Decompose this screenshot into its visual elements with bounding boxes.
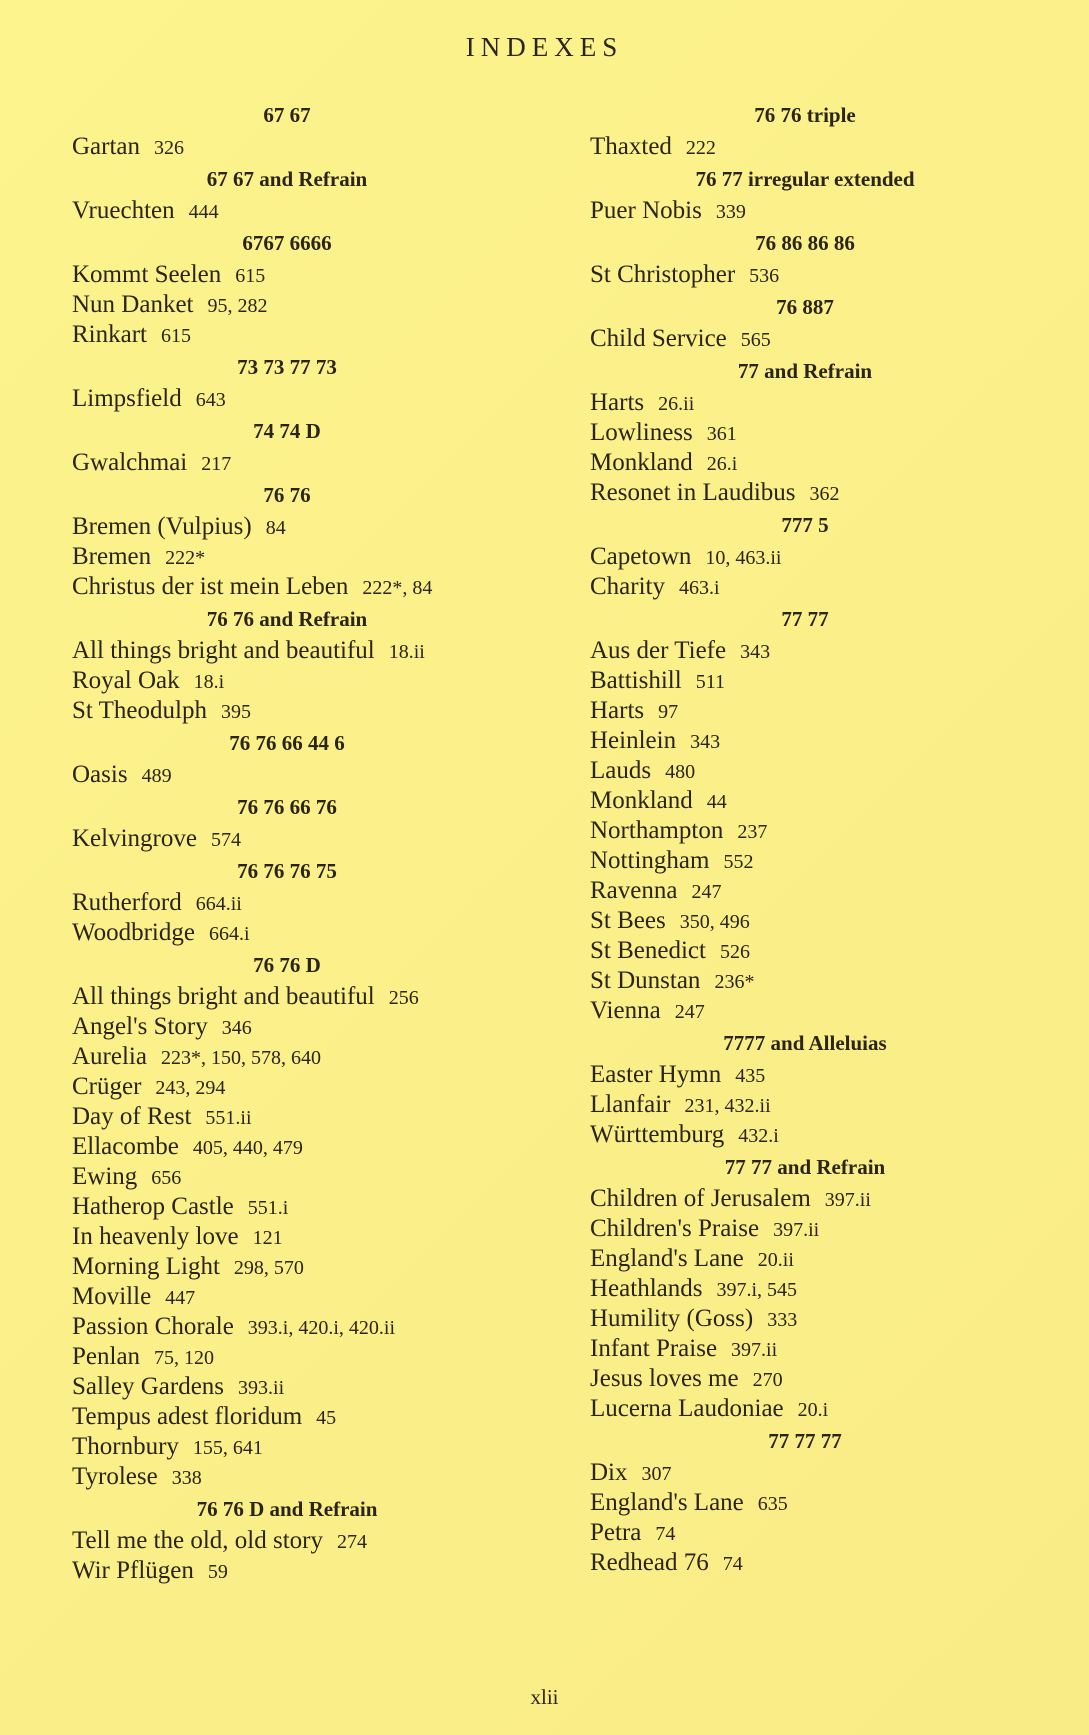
tune-name: St Bees bbox=[590, 907, 666, 934]
hymn-numbers: 307 bbox=[641, 1463, 672, 1485]
hymn-numbers: 664.i bbox=[208, 923, 250, 945]
hymn-numbers: 664.ii bbox=[195, 893, 242, 915]
hymn-numbers: 656 bbox=[151, 1167, 182, 1189]
hymn-numbers: 395 bbox=[220, 701, 251, 723]
index-entry bbox=[590, 876, 1060, 906]
index-entry bbox=[590, 1458, 1060, 1488]
index-entry bbox=[590, 816, 1060, 846]
tune-name: Humility (Goss) bbox=[590, 1305, 754, 1332]
meter-heading: 76 76 76 75 bbox=[237, 859, 337, 883]
hymn-numbers: 247 bbox=[691, 881, 722, 903]
tune-name: St Dunstan bbox=[590, 967, 701, 994]
index-entry bbox=[590, 542, 1060, 572]
index-entry bbox=[590, 636, 1060, 666]
meter-heading: 74 74 D bbox=[253, 419, 321, 443]
meter-heading: 73 73 77 73 bbox=[237, 355, 337, 379]
tune-name: Child Service bbox=[590, 325, 727, 352]
index-entry bbox=[72, 888, 542, 918]
index-entry bbox=[72, 824, 542, 854]
tune-name: Harts bbox=[590, 697, 645, 724]
index-entry bbox=[72, 320, 542, 350]
index-entry bbox=[590, 726, 1060, 756]
tune-name: Hatherop Castle bbox=[72, 1193, 234, 1220]
hymn-numbers: 222 bbox=[685, 137, 716, 159]
hymn-numbers: 343 bbox=[690, 731, 721, 753]
index-entry bbox=[590, 1244, 1060, 1274]
tune-name: Rinkart bbox=[72, 321, 147, 348]
tune-name: Vruechten bbox=[72, 197, 175, 224]
hymn-numbers: 45 bbox=[316, 1407, 337, 1429]
hymn-numbers: 247 bbox=[674, 1001, 705, 1023]
meter-heading: 77 77 77 bbox=[768, 1429, 842, 1453]
index-entry bbox=[590, 756, 1060, 786]
index-entry bbox=[590, 966, 1060, 996]
tune-name: Dix bbox=[590, 1459, 628, 1486]
tune-name: Angel's Story bbox=[72, 1013, 208, 1040]
meter-heading: 7777 and Alleluias bbox=[723, 1031, 887, 1055]
hymn-numbers: 435 bbox=[735, 1065, 766, 1087]
hymn-numbers: 155, 641 bbox=[192, 1437, 263, 1459]
tune-name: Gwalchmai bbox=[72, 449, 188, 476]
index-entry bbox=[72, 132, 542, 162]
hymn-numbers: 74 bbox=[655, 1523, 676, 1545]
index-entry bbox=[72, 982, 542, 1012]
tune-name: Vienna bbox=[590, 997, 661, 1024]
hymn-numbers: 231, 432.ii bbox=[684, 1095, 771, 1117]
index-entry bbox=[590, 996, 1060, 1026]
hymn-numbers: 223*, 150, 578, 640 bbox=[160, 1047, 321, 1069]
index-entry bbox=[72, 1402, 542, 1432]
meter-heading: 777 5 bbox=[781, 513, 829, 537]
hymn-numbers: 20.i bbox=[797, 1399, 829, 1421]
hymn-numbers: 397.ii bbox=[824, 1189, 871, 1211]
tune-name: Nun Danket bbox=[72, 291, 194, 318]
tune-name: Wir Pflügen bbox=[72, 1557, 194, 1584]
tune-name: Battishill bbox=[590, 667, 682, 694]
tune-name: Tempus adest floridum bbox=[72, 1403, 303, 1430]
index-entry bbox=[590, 1488, 1060, 1518]
tune-name: Monkland bbox=[590, 449, 693, 476]
hymn-numbers: 338 bbox=[171, 1467, 202, 1489]
index-entry bbox=[72, 290, 542, 320]
tune-name: Woodbridge bbox=[72, 919, 195, 946]
meter-heading: 76 76 D bbox=[253, 953, 321, 977]
hymn-numbers: 362 bbox=[809, 483, 840, 505]
meter-heading: 76 76 66 44 6 bbox=[229, 731, 345, 755]
hymn-numbers: 397.i, 545 bbox=[716, 1279, 798, 1301]
hymn-numbers: 74 bbox=[722, 1553, 743, 1575]
index-entry bbox=[590, 906, 1060, 936]
meter-heading: 67 67 bbox=[263, 103, 311, 127]
hymn-numbers: 565 bbox=[740, 329, 771, 351]
tune-name: England's Lane bbox=[590, 1245, 744, 1272]
index-entry bbox=[72, 1132, 542, 1162]
index-entry bbox=[72, 1556, 542, 1586]
tune-name: Aurelia bbox=[72, 1043, 147, 1070]
hymn-numbers: 489 bbox=[141, 765, 172, 787]
index-entry bbox=[72, 918, 542, 948]
index-entry bbox=[590, 132, 1060, 162]
index-entry bbox=[72, 1432, 542, 1462]
index-entry bbox=[72, 1102, 542, 1132]
meter-heading: 76 77 irregular extended bbox=[695, 167, 915, 191]
index-entry bbox=[72, 1312, 542, 1342]
index-entry bbox=[590, 196, 1060, 226]
hymn-numbers: 346 bbox=[221, 1017, 252, 1039]
hymn-numbers: 526 bbox=[719, 941, 750, 963]
hymn-numbers: 20.ii bbox=[757, 1249, 794, 1271]
tune-name: Easter Hymn bbox=[590, 1061, 722, 1088]
index-entry bbox=[72, 1012, 542, 1042]
index-entry bbox=[590, 1304, 1060, 1334]
tune-name: Oasis bbox=[72, 761, 128, 788]
hymn-numbers: 44 bbox=[706, 791, 727, 813]
index-entry bbox=[590, 936, 1060, 966]
hymn-numbers: 463.i bbox=[679, 577, 720, 599]
meter-heading: 76 76 triple bbox=[754, 103, 856, 127]
index-entry bbox=[72, 636, 542, 666]
index-entry bbox=[590, 572, 1060, 602]
index-entry bbox=[72, 384, 542, 414]
hymn-numbers: 393.i, 420.i, 420.ii bbox=[247, 1317, 396, 1339]
tune-name: Puer Nobis bbox=[590, 197, 702, 224]
hymn-numbers: 326 bbox=[154, 137, 185, 159]
tune-name: St Christopher bbox=[590, 261, 736, 288]
tune-name: Lauds bbox=[590, 757, 652, 784]
tune-name: Llanfair bbox=[590, 1091, 671, 1118]
hymn-numbers: 243, 294 bbox=[155, 1077, 226, 1099]
index-entry bbox=[72, 666, 542, 696]
meter-heading: 77 and Refrain bbox=[737, 359, 873, 383]
hymn-numbers: 75, 120 bbox=[154, 1347, 215, 1369]
hymn-numbers: 298, 570 bbox=[233, 1257, 304, 1279]
tune-name: Thornbury bbox=[72, 1433, 179, 1460]
index-entry bbox=[72, 696, 542, 726]
hymn-numbers: 615 bbox=[161, 325, 191, 347]
tune-name: Rutherford bbox=[72, 889, 182, 916]
tune-name: Nottingham bbox=[590, 847, 710, 874]
index-entry bbox=[72, 1222, 542, 1252]
hymn-numbers: 432.i bbox=[738, 1125, 779, 1147]
index-entry bbox=[590, 388, 1060, 418]
tune-name: Lucerna Laudoniae bbox=[590, 1395, 784, 1422]
tune-name: Jesus loves me bbox=[590, 1365, 739, 1392]
tune-name: All things bright and beautiful bbox=[72, 983, 375, 1010]
hymn-numbers: 274 bbox=[337, 1531, 367, 1553]
hymn-numbers: 480 bbox=[665, 761, 696, 783]
tune-name: Petra bbox=[590, 1519, 642, 1546]
index-entry bbox=[590, 696, 1060, 726]
index-entry bbox=[72, 1192, 542, 1222]
tune-name: Thaxted bbox=[590, 133, 672, 160]
tune-name: St Benedict bbox=[590, 937, 706, 964]
tune-name: Moville bbox=[72, 1283, 152, 1310]
index-entry bbox=[72, 1526, 542, 1556]
index-entry bbox=[72, 1342, 542, 1372]
tune-name: Bremen (Vulpius) bbox=[72, 513, 252, 540]
index-entry bbox=[590, 1214, 1060, 1244]
hymn-numbers: 511 bbox=[695, 671, 725, 693]
tune-name: Ravenna bbox=[590, 877, 678, 904]
index-entry bbox=[590, 1394, 1060, 1424]
hymn-numbers: 551.ii bbox=[205, 1107, 252, 1129]
tune-name: Morning Light bbox=[72, 1253, 220, 1280]
meter-heading: 67 67 and Refrain bbox=[206, 167, 368, 191]
tune-name: Gartan bbox=[72, 133, 141, 160]
hymn-numbers: 270 bbox=[752, 1369, 783, 1391]
index-entry bbox=[72, 572, 542, 602]
index-entry bbox=[590, 1184, 1060, 1214]
tune-name: Salley Gardens bbox=[72, 1373, 225, 1400]
hymn-numbers: 59 bbox=[207, 1561, 228, 1583]
tune-name: Capetown bbox=[590, 543, 692, 570]
index-entry bbox=[590, 1060, 1060, 1090]
hymn-numbers: 333 bbox=[767, 1309, 798, 1331]
hymn-numbers: 361 bbox=[706, 423, 737, 445]
tune-name: Day of Rest bbox=[72, 1103, 192, 1130]
index-entry bbox=[590, 260, 1060, 290]
index-entry bbox=[72, 260, 542, 290]
index-entry bbox=[590, 1548, 1060, 1578]
tune-name: Tell me the old, old story bbox=[72, 1527, 323, 1554]
page-number: xlii bbox=[530, 1685, 559, 1709]
index-entry bbox=[72, 512, 542, 542]
hymn-numbers: 256 bbox=[388, 987, 419, 1009]
hymn-numbers: 236* bbox=[714, 971, 755, 993]
tune-name: Kommt Seelen bbox=[72, 261, 222, 288]
tune-name: Redhead 76 bbox=[590, 1549, 709, 1576]
tune-name: Württemburg bbox=[590, 1121, 725, 1148]
tune-name: Passion Chorale bbox=[72, 1313, 234, 1340]
hymn-numbers: 350, 496 bbox=[679, 911, 750, 933]
meter-heading: 77 77 bbox=[781, 607, 829, 631]
index-entry bbox=[590, 666, 1060, 696]
index-entry bbox=[72, 1372, 542, 1402]
index-entry bbox=[590, 1120, 1060, 1150]
hymn-numbers: 84 bbox=[265, 517, 286, 539]
meter-heading: 76 86 86 86 bbox=[755, 231, 855, 255]
hymn-numbers: 121 bbox=[252, 1227, 283, 1249]
meter-heading: 76 76 bbox=[263, 483, 311, 507]
tune-name: Heathlands bbox=[590, 1275, 703, 1302]
tune-name: St Theodulph bbox=[72, 697, 207, 724]
hymn-numbers: 26.ii bbox=[658, 393, 695, 415]
hymn-numbers: 397.ii bbox=[773, 1219, 820, 1241]
index-entry bbox=[590, 1518, 1060, 1548]
hymn-numbers: 444 bbox=[188, 201, 219, 223]
hymn-numbers: 552 bbox=[723, 851, 754, 873]
tune-name: Children of Jerusalem bbox=[590, 1185, 811, 1212]
tune-name: Monkland bbox=[590, 787, 693, 814]
tune-name: Infant Praise bbox=[590, 1335, 718, 1362]
index-entry bbox=[590, 324, 1060, 354]
index-entry bbox=[590, 1274, 1060, 1304]
hymn-numbers: 222*, 84 bbox=[362, 577, 433, 599]
index-entry bbox=[72, 1042, 542, 1072]
hymn-numbers: 635 bbox=[757, 1493, 788, 1515]
hymn-numbers: 18.i bbox=[193, 671, 225, 693]
tune-name: Aus der Tiefe bbox=[590, 637, 727, 664]
tune-name: Tyrolese bbox=[72, 1463, 158, 1490]
index-entry bbox=[72, 760, 542, 790]
meter-heading: 76 76 66 76 bbox=[237, 795, 337, 819]
index-entry bbox=[72, 542, 542, 572]
hymn-numbers: 397.ii bbox=[731, 1339, 778, 1361]
tune-name: Kelvingrove bbox=[72, 825, 197, 852]
index-entry bbox=[590, 478, 1060, 508]
index-entry bbox=[590, 1334, 1060, 1364]
hymn-numbers: 551.i bbox=[247, 1197, 289, 1219]
tune-name: In heavenly love bbox=[72, 1223, 239, 1250]
hymn-numbers: 615 bbox=[235, 265, 266, 287]
hymn-numbers: 393.ii bbox=[238, 1377, 285, 1399]
index-entry bbox=[590, 846, 1060, 876]
hymn-numbers: 95, 282 bbox=[207, 295, 268, 317]
meter-heading: 6767 6666 bbox=[242, 231, 332, 255]
hymn-numbers: 536 bbox=[749, 265, 780, 287]
hymn-numbers: 643 bbox=[195, 389, 226, 411]
hymn-numbers: 97 bbox=[658, 701, 679, 723]
tune-name: Ewing bbox=[72, 1163, 138, 1190]
tune-name: Christus der ist mein Leben bbox=[72, 573, 349, 600]
meter-heading: 76 76 and Refrain bbox=[206, 607, 368, 631]
tune-name: All things bright and beautiful bbox=[72, 637, 375, 664]
index-entry bbox=[590, 1364, 1060, 1394]
page-header: INDEXES bbox=[465, 32, 624, 62]
index-entry bbox=[590, 418, 1060, 448]
meter-heading: 77 77 and Refrain bbox=[724, 1155, 886, 1179]
index-entry bbox=[590, 786, 1060, 816]
index-entry bbox=[72, 448, 542, 478]
index-entry bbox=[72, 1282, 542, 1312]
hymn-numbers: 339 bbox=[715, 201, 746, 223]
index-entry bbox=[590, 448, 1060, 478]
index-entry bbox=[72, 1162, 542, 1192]
tune-name: Children's Praise bbox=[590, 1215, 760, 1242]
index-column-right bbox=[590, 98, 1060, 1578]
hymn-numbers: 447 bbox=[165, 1287, 196, 1309]
index-entry bbox=[72, 1462, 542, 1492]
hymn-numbers: 343 bbox=[740, 641, 771, 663]
hymn-numbers: 405, 440, 479 bbox=[192, 1137, 303, 1159]
tune-name: Lowliness bbox=[590, 419, 693, 446]
tune-name: Penlan bbox=[72, 1343, 141, 1370]
tune-name: Royal Oak bbox=[72, 667, 180, 694]
index-entry bbox=[72, 1252, 542, 1282]
tune-name: Northampton bbox=[590, 817, 724, 844]
hymn-numbers: 217 bbox=[201, 453, 232, 475]
tune-name: Harts bbox=[590, 389, 645, 416]
index-entry bbox=[590, 1090, 1060, 1120]
tune-name: Heinlein bbox=[590, 727, 677, 754]
index-entry bbox=[72, 196, 542, 226]
hymn-numbers: 237 bbox=[737, 821, 768, 843]
index-column-left bbox=[72, 98, 542, 1586]
tune-name: Charity bbox=[590, 573, 665, 600]
meter-heading: 76 76 D and Refrain bbox=[196, 1497, 378, 1521]
tune-name: Crüger bbox=[72, 1073, 142, 1100]
tune-name: England's Lane bbox=[590, 1489, 744, 1516]
hymn-numbers: 10, 463.ii bbox=[705, 547, 782, 569]
tune-name: Resonet in Laudibus bbox=[590, 479, 796, 506]
hymn-numbers: 574 bbox=[210, 829, 241, 851]
tune-name: Limpsfield bbox=[72, 385, 182, 412]
index-entry bbox=[72, 1072, 542, 1102]
hymn-numbers: 26.i bbox=[706, 453, 738, 475]
meter-heading: 76 887 bbox=[776, 295, 834, 319]
hymn-numbers: 18.ii bbox=[388, 641, 425, 663]
tune-name: Bremen bbox=[72, 543, 152, 570]
hymn-numbers: 222* bbox=[165, 547, 206, 569]
tune-name: Ellacombe bbox=[72, 1133, 179, 1160]
